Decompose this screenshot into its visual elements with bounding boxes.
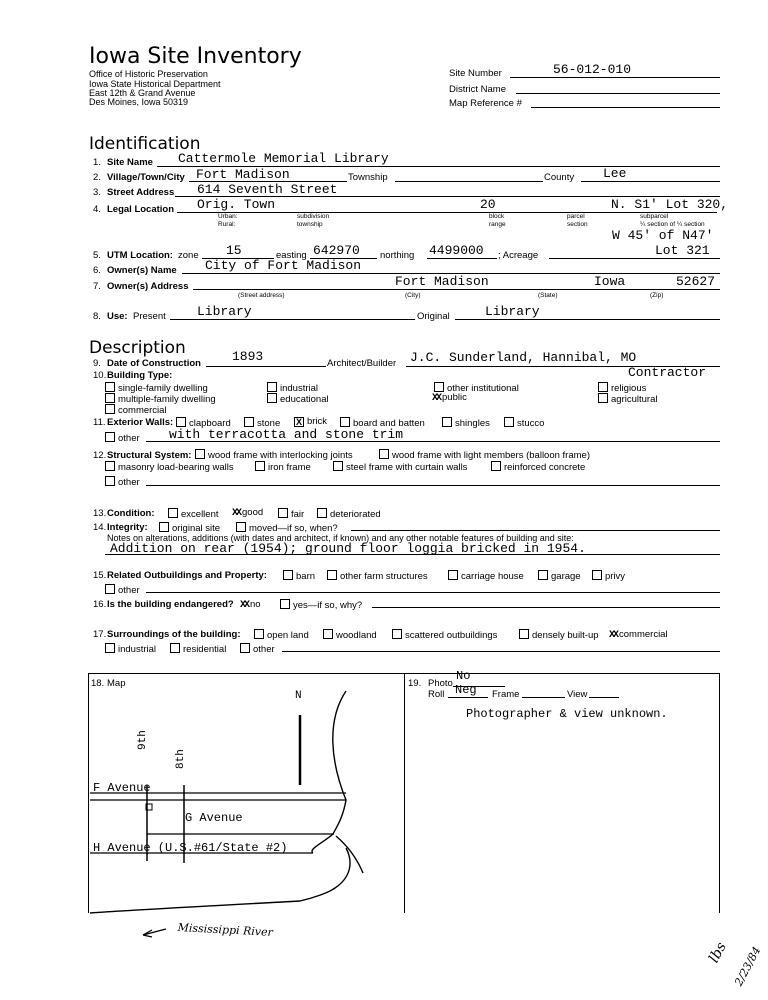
legal-line bbox=[177, 212, 717, 213]
easting-label: easting bbox=[276, 250, 307, 261]
related-label: Related Outbuildings and Property: bbox=[107, 570, 267, 581]
sub-street: (Street address) bbox=[238, 292, 285, 299]
checkbox[interactable] bbox=[236, 522, 246, 532]
site-name-label: Site Name bbox=[107, 157, 153, 168]
checkbox[interactable] bbox=[392, 629, 402, 639]
street-label: Street Address bbox=[107, 187, 175, 198]
integ-label: Integrity: bbox=[107, 522, 148, 533]
checkbox[interactable] bbox=[333, 461, 343, 471]
architect-label: Architect/Builder bbox=[327, 358, 397, 369]
notes-line bbox=[105, 554, 720, 555]
legal-subparcel-value-3[interactable]: Lot 321 bbox=[655, 243, 710, 258]
roll-label: Roll bbox=[428, 689, 445, 700]
date-num: 9. bbox=[93, 358, 101, 369]
county-value[interactable]: Lee bbox=[603, 166, 627, 181]
org-line-3: East 12th & Grand Avenue bbox=[89, 88, 196, 98]
notes-value[interactable]: Addition on rear (1954); ground floor loggia bricked in 1954. bbox=[110, 541, 586, 556]
struct-other[interactable]: other bbox=[105, 476, 140, 488]
map-9th-label: 9th bbox=[137, 730, 149, 750]
roll-value[interactable]: Neg bbox=[455, 683, 477, 697]
checkbox[interactable] bbox=[240, 643, 250, 653]
owner-addr-line bbox=[193, 289, 720, 290]
frame-label: Frame bbox=[492, 689, 520, 700]
owner-addr-label: Owner(s) Address bbox=[107, 281, 189, 292]
acreage-line[interactable] bbox=[549, 258, 720, 259]
checkbox[interactable] bbox=[105, 404, 115, 414]
checkbox[interactable] bbox=[340, 417, 350, 427]
site-name-num: 1. bbox=[93, 157, 101, 168]
struct-masonry[interactable]: masonry load-bearing walls bbox=[105, 461, 234, 473]
surr-open[interactable]: open land bbox=[254, 629, 309, 641]
photo-value[interactable]: No bbox=[456, 669, 471, 683]
map-f-avenue: F Avenue bbox=[93, 781, 151, 795]
easting-value[interactable]: 642970 bbox=[313, 243, 360, 258]
form-title: Iowa Site Inventory bbox=[89, 44, 302, 69]
checkbox[interactable] bbox=[538, 570, 548, 580]
walls-stucco[interactable]: stucco bbox=[504, 417, 544, 429]
architect-value-2[interactable]: Contractor bbox=[628, 365, 707, 380]
surr-commercial[interactable]: XX commercial bbox=[609, 629, 668, 641]
related-barn[interactable]: barn bbox=[283, 570, 315, 582]
village-num: 2. bbox=[93, 172, 101, 183]
struct-num: 12. bbox=[93, 450, 107, 461]
struct-wood-interlocking[interactable]: wood frame with interlocking joints bbox=[195, 449, 353, 461]
checkbox[interactable] bbox=[159, 522, 169, 532]
checkbox[interactable] bbox=[278, 508, 288, 518]
type-label: Building Type: bbox=[107, 370, 173, 381]
map-8th-label: 8th bbox=[175, 749, 187, 769]
checkbox[interactable] bbox=[283, 570, 293, 580]
checkbox[interactable] bbox=[323, 629, 333, 639]
endang-no[interactable]: XX no bbox=[240, 599, 261, 611]
related-garage[interactable]: garage bbox=[538, 570, 581, 582]
surr-residential[interactable]: residential bbox=[170, 643, 226, 655]
checkbox[interactable] bbox=[267, 393, 277, 403]
owner-name-label: Owner(s) Name bbox=[107, 265, 177, 276]
type-public[interactable]: XX public bbox=[432, 392, 467, 404]
checkbox[interactable] bbox=[168, 508, 178, 518]
checkbox[interactable] bbox=[379, 449, 389, 459]
checkbox[interactable] bbox=[504, 417, 514, 427]
sub-subdivision: subdivision bbox=[297, 213, 330, 220]
date-label: Date of Construction bbox=[107, 358, 201, 369]
sub-city: (City) bbox=[405, 292, 421, 299]
date-line bbox=[206, 366, 326, 367]
checked-mark[interactable]: XX bbox=[240, 600, 249, 611]
legal-subparcel-value-2[interactable]: W 45' of N47' bbox=[612, 228, 714, 243]
cond-fair[interactable]: fair bbox=[278, 508, 304, 520]
type-commercial[interactable]: commercial bbox=[105, 404, 167, 416]
owner-city-value[interactable]: Fort Madison bbox=[395, 274, 489, 289]
date-value[interactable]: 1893 bbox=[232, 349, 264, 364]
cond-deteriorated[interactable]: deteriorated bbox=[317, 508, 381, 520]
cond-label: Condition: bbox=[107, 508, 155, 519]
walls-label: Exterior Walls: bbox=[107, 417, 174, 428]
struct-wood-light[interactable]: wood frame with light members (balloon frame) bbox=[379, 449, 590, 461]
checkbox[interactable] bbox=[170, 643, 180, 653]
type-religious[interactable]: religious bbox=[598, 382, 646, 394]
identification-heading: Identification bbox=[89, 134, 201, 154]
struct-steel[interactable]: steel frame with curtain walls bbox=[333, 461, 467, 473]
signature-date: 2/23/84 bbox=[732, 944, 764, 989]
checkbox[interactable] bbox=[317, 508, 327, 518]
district-name-label: District Name bbox=[449, 84, 507, 95]
checkbox[interactable] bbox=[105, 643, 115, 653]
type-multiple-family[interactable]: multiple-family dwelling bbox=[105, 393, 216, 405]
map-num: 18. bbox=[91, 678, 105, 689]
owner-zip-value[interactable]: 52627 bbox=[676, 274, 716, 289]
walls-other[interactable]: other bbox=[105, 432, 140, 444]
view-line[interactable] bbox=[589, 697, 619, 698]
site-name-value[interactable]: Cattermole Memorial Library bbox=[178, 151, 389, 166]
checkbox[interactable] bbox=[448, 570, 458, 580]
checked-mark[interactable]: XX bbox=[609, 630, 618, 641]
map-reference-line[interactable] bbox=[531, 107, 720, 108]
county-line bbox=[581, 181, 720, 182]
frame-line[interactable] bbox=[522, 697, 565, 698]
photo-label: Photo bbox=[428, 678, 453, 689]
related-privy[interactable]: privy bbox=[592, 570, 625, 582]
type-industrial[interactable]: industrial bbox=[267, 382, 318, 394]
related-carriage[interactable]: carriage house bbox=[448, 570, 524, 582]
use-original-line bbox=[455, 319, 720, 320]
checkbox[interactable] bbox=[176, 417, 186, 427]
checkbox[interactable] bbox=[105, 584, 115, 594]
rail-line bbox=[312, 691, 346, 853]
sub-range: range bbox=[489, 221, 506, 228]
photo-note: Photographer & view unknown. bbox=[466, 707, 668, 721]
sub-township: township bbox=[297, 221, 323, 228]
northing-value[interactable]: 4499000 bbox=[429, 243, 484, 258]
walls-other-value[interactable]: with terracotta and stone trim bbox=[169, 427, 404, 442]
checkbox[interactable] bbox=[105, 432, 115, 442]
district-name-line[interactable] bbox=[516, 93, 720, 94]
checkbox[interactable] bbox=[280, 599, 290, 609]
use-present-value[interactable]: Library bbox=[197, 304, 252, 319]
checkbox[interactable] bbox=[442, 417, 452, 427]
checked-mark[interactable]: XX bbox=[432, 393, 441, 404]
signature-initials: lbs bbox=[706, 939, 730, 966]
legal-num: 4. bbox=[93, 204, 101, 215]
site-number-value[interactable]: 56-012-010 bbox=[553, 62, 632, 77]
use-original-value[interactable]: Library bbox=[485, 304, 540, 319]
use-num: 8. bbox=[93, 311, 101, 322]
owner-addr-num: 7. bbox=[93, 281, 101, 292]
box-right-border bbox=[719, 673, 720, 913]
integ-original[interactable]: original site bbox=[159, 522, 220, 534]
legal-subdivision-value[interactable]: Orig. Town bbox=[197, 197, 276, 212]
related-other-line[interactable] bbox=[146, 592, 720, 593]
legal-block-value[interactable]: 20 bbox=[480, 197, 496, 212]
notes-label: Notes on alterations, additions (with dates and architect, if known) and any other notable features of building and site: bbox=[107, 533, 574, 543]
checkbox[interactable] bbox=[105, 382, 115, 392]
type-other-institutional[interactable]: other institutional bbox=[434, 382, 519, 394]
sub-quarter: ¼ section of ¼ section bbox=[640, 221, 705, 228]
surr-other-line[interactable] bbox=[282, 651, 720, 652]
type-agricultural[interactable]: agricultural bbox=[598, 393, 657, 405]
checkbox[interactable] bbox=[327, 570, 337, 580]
endang-num: 16. bbox=[93, 599, 107, 610]
endang-yes[interactable]: yes—if so, why? bbox=[280, 599, 362, 611]
view-label: View bbox=[567, 689, 588, 700]
checkbox[interactable] bbox=[592, 570, 602, 580]
acreage-label: ; Acreage bbox=[498, 250, 539, 261]
utm-num: 5. bbox=[93, 250, 101, 261]
sub-urban: Urban: bbox=[218, 213, 238, 220]
map-reference-label: Map Reference # bbox=[449, 98, 522, 109]
related-other[interactable]: other bbox=[105, 584, 140, 596]
village-label: Village/Town/City bbox=[107, 172, 185, 183]
river-bank bbox=[90, 848, 350, 913]
checkbox[interactable] bbox=[195, 449, 205, 459]
type-educational[interactable]: educational bbox=[267, 393, 329, 405]
township-line[interactable] bbox=[395, 181, 543, 182]
river-arrow-icon bbox=[143, 929, 166, 935]
architect-value[interactable]: J.C. Sunderland, Hannibal, MO bbox=[410, 350, 637, 365]
cond-good[interactable]: XX good bbox=[232, 507, 264, 519]
checked-checkbox[interactable]: X bbox=[295, 417, 302, 427]
sub-rural: Rural: bbox=[218, 221, 236, 228]
surr-industrial[interactable]: industrial bbox=[105, 643, 156, 655]
surr-dense[interactable]: densely built-up bbox=[519, 629, 599, 641]
legal-label: Legal Location bbox=[107, 204, 175, 215]
walls-stone[interactable]: stone bbox=[244, 417, 280, 429]
use-label: Use: bbox=[107, 311, 128, 322]
org-line-2: Iowa State Historical Department bbox=[89, 79, 221, 89]
owner-state-value[interactable]: Iowa bbox=[594, 274, 626, 289]
county-label: County bbox=[544, 172, 575, 183]
sub-zip: (Zip) bbox=[650, 292, 664, 299]
northing-label: northing bbox=[380, 250, 415, 261]
surr-other[interactable]: other bbox=[240, 643, 275, 655]
related-num: 15. bbox=[93, 570, 107, 581]
org-line-1: Office of Historic Preservation bbox=[89, 69, 208, 79]
surr-num: 17. bbox=[93, 629, 107, 640]
sub-block: block bbox=[489, 213, 505, 220]
checkbox[interactable] bbox=[491, 461, 501, 471]
struct-iron[interactable]: iron frame bbox=[255, 461, 311, 473]
checkbox[interactable] bbox=[598, 393, 608, 403]
checkbox[interactable] bbox=[598, 382, 608, 392]
walls-num: 11. bbox=[93, 417, 106, 428]
surr-label: Surroundings of the building: bbox=[107, 629, 241, 640]
sub-state: (State) bbox=[538, 292, 558, 299]
checkbox[interactable] bbox=[244, 417, 254, 427]
checked-mark[interactable]: XX bbox=[232, 508, 241, 519]
village-value[interactable]: Fort Madison bbox=[196, 167, 290, 182]
struct-concrete[interactable]: reinforced concrete bbox=[491, 461, 585, 473]
integ-moved-line[interactable] bbox=[351, 530, 720, 531]
cond-excellent[interactable]: excellent bbox=[168, 508, 219, 520]
map-north-label: N bbox=[295, 690, 302, 702]
related-farm[interactable]: other farm structures bbox=[327, 570, 428, 582]
walls-board-batten[interactable]: board and batten bbox=[340, 417, 425, 429]
photo-num: 19. bbox=[408, 678, 422, 689]
site-number-line bbox=[510, 77, 720, 78]
struct-other-line[interactable] bbox=[146, 485, 720, 486]
checkbox[interactable] bbox=[105, 393, 115, 403]
struct-label: Structural System: bbox=[107, 450, 192, 461]
sub-section: section bbox=[567, 221, 588, 228]
street-value[interactable]: 614 Seventh Street bbox=[197, 182, 338, 197]
description-heading: Description bbox=[89, 338, 186, 358]
cond-num: 13. bbox=[93, 508, 107, 519]
zone-value[interactable]: 15 bbox=[226, 243, 242, 258]
type-num: 10. bbox=[93, 370, 107, 381]
sub-parcel: parcel bbox=[567, 213, 585, 220]
use-original-label: Original bbox=[417, 311, 450, 322]
map-river-label: Mississippi River bbox=[177, 921, 274, 939]
township-label: Township bbox=[348, 172, 388, 183]
walls-shingles[interactable]: shingles bbox=[442, 417, 490, 429]
street-num: 3. bbox=[93, 187, 101, 198]
surr-woodland[interactable]: woodland bbox=[323, 629, 377, 641]
surr-scattered[interactable]: scattered outbuildings bbox=[392, 629, 497, 641]
checkbox[interactable] bbox=[519, 629, 529, 639]
owner-name-num: 6. bbox=[93, 265, 101, 276]
northing-line bbox=[427, 258, 497, 259]
endang-why-line[interactable] bbox=[372, 607, 720, 608]
box-divider bbox=[404, 673, 405, 913]
org-line-4: Des Moines, Iowa 50319 bbox=[89, 97, 189, 107]
owner-name-value[interactable]: City of Fort Madison bbox=[205, 258, 362, 273]
walls-clapboard[interactable]: clapboard bbox=[176, 417, 231, 429]
endang-label: Is the building endangered? bbox=[107, 599, 234, 610]
walls-brick[interactable]: X brick bbox=[295, 416, 328, 427]
type-single-family[interactable]: single-family dwelling bbox=[105, 382, 208, 394]
checkbox[interactable] bbox=[105, 476, 115, 486]
checkbox[interactable] bbox=[254, 629, 264, 639]
zone-label: zone bbox=[178, 250, 199, 261]
map-label: Map bbox=[107, 678, 126, 689]
integ-moved[interactable]: moved—if so, when? bbox=[236, 522, 338, 534]
legal-subparcel-value[interactable]: N. S1' Lot 320, bbox=[611, 197, 729, 212]
map-h-avenue: H Avenue (U.S.#61/State #2) bbox=[93, 841, 288, 855]
roll-line bbox=[448, 697, 488, 698]
integ-num: 14. bbox=[93, 522, 107, 533]
utm-label: UTM Location: bbox=[107, 250, 173, 261]
map-g-avenue: G Avenue bbox=[185, 811, 243, 825]
checkbox[interactable] bbox=[434, 382, 444, 392]
checkbox[interactable] bbox=[255, 461, 265, 471]
site-number-label: Site Number bbox=[449, 68, 502, 79]
sub-subparcel: subparcel bbox=[640, 213, 669, 220]
checkbox[interactable] bbox=[105, 461, 115, 471]
use-present-label: Present bbox=[133, 311, 166, 322]
use-present-line bbox=[170, 319, 415, 320]
checkbox[interactable] bbox=[267, 382, 277, 392]
